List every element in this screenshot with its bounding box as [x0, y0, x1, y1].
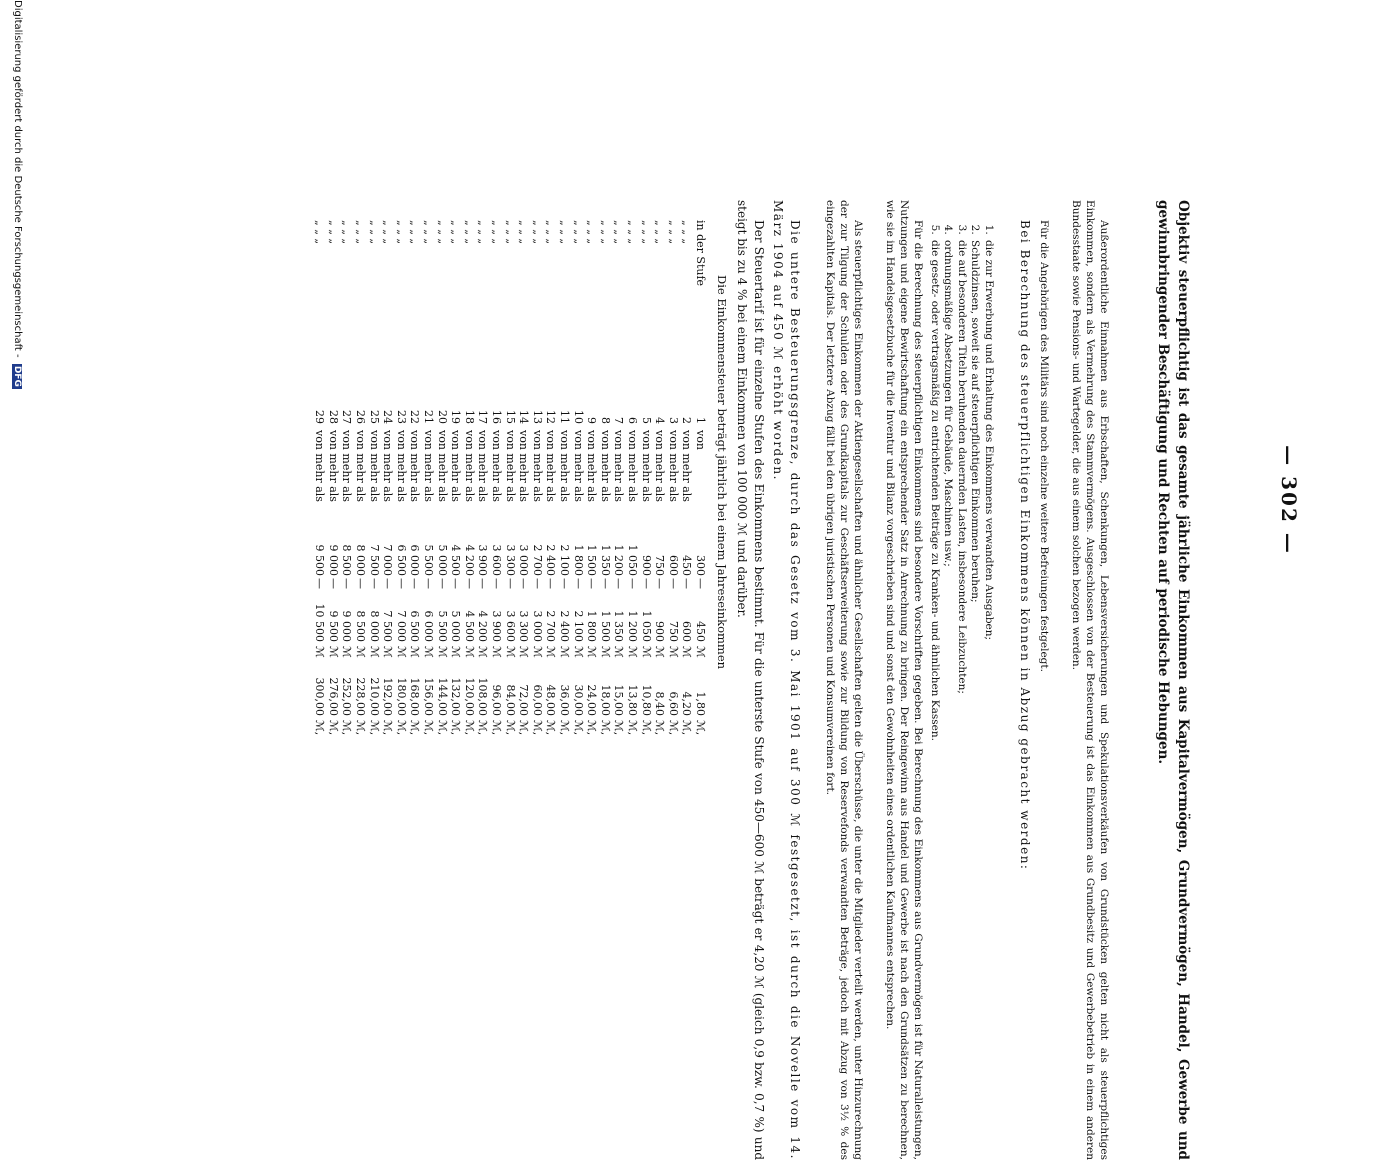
range-label: von mehr als: [653, 430, 667, 502]
income-to: 6 500: [408, 610, 422, 642]
deductions-list: [928, 220, 996, 1018]
mark-unit: ℳ,: [571, 720, 585, 736]
row-prefix: „ „ „: [462, 220, 476, 245]
range-label: von mehr als: [490, 430, 503, 502]
mark-unit: ℳ: [435, 646, 449, 658]
income-to: 4 500: [462, 610, 476, 642]
mark-unit: ℳ: [313, 646, 327, 658]
income-from: 1 350: [598, 544, 612, 576]
mark-unit: ℳ: [558, 646, 571, 658]
range-label: von mehr als: [435, 430, 449, 502]
tax-amount: 120,00: [462, 677, 476, 716]
stufe-number: 17: [476, 410, 490, 424]
tax-amount: 72,00: [517, 684, 531, 716]
range-dash: —: [694, 578, 707, 589]
row-prefix: „ „ „: [666, 220, 680, 245]
row-prefix: „ „ „: [381, 220, 395, 245]
stufe-number: 29: [313, 410, 327, 424]
table-caption: Die Einkommensteuer beträgt jährlich bei einem Jahreseinkommen: [715, 275, 729, 670]
range-dash: —: [558, 578, 571, 589]
range-label: von mehr als: [612, 430, 626, 502]
stufe-number: 22: [408, 410, 422, 424]
mark-unit: ℳ: [462, 646, 476, 658]
range-label: von mehr als: [476, 430, 490, 502]
income-to: 7 500: [381, 610, 395, 642]
mark-unit: ℳ: [653, 646, 667, 658]
income-from: 7 500: [367, 544, 381, 576]
mark-unit: ℳ: [422, 646, 435, 658]
tax-amount: 192,00: [381, 677, 395, 716]
income-from: 2 700: [530, 544, 544, 576]
stufe-number: 4: [653, 417, 667, 424]
row-prefix: „ „ „: [626, 220, 639, 245]
mark-unit: ℳ: [394, 646, 408, 658]
range-dash: —: [585, 578, 599, 589]
range-dash: —: [544, 578, 558, 589]
mark-unit: ℳ,: [694, 720, 707, 736]
tax-amount: 144,00: [435, 677, 449, 716]
mark-unit: ℳ: [666, 646, 680, 658]
range-dash: —: [476, 578, 490, 589]
row-prefix: „ „ „: [612, 220, 626, 245]
row-prefix: „ „ „: [394, 220, 408, 245]
range-label: von mehr als: [367, 430, 381, 502]
paragraph-corporations: Als steuerpflichtiges Einkommen der Aktiengesellschaften und ähnlicher Gesellschaften gelten die Überschüsse, die unter die Mitglieder verteilt werden, unter Hinzurechnung der zur Tilgung der Schulden oder des Grundkapitals zur Geschäftserweiterung sowie zur Bildung von Reservefonds verwandten Beträge, jedoch mit Abzug von 3½ % des eingezahlten Kapitals. Der letztere Abzug fällt bei den übrigen juristischen Personen und Konsumvereinen fort.: [823, 200, 864, 1160]
mark-unit: ℳ: [408, 646, 422, 658]
tax-amount: 13,80: [626, 684, 639, 716]
mark-unit: ℳ: [449, 646, 463, 658]
mark-unit: ℳ: [639, 646, 653, 658]
income-to: 2 100: [571, 610, 585, 642]
mark-unit: ℳ: [598, 646, 612, 658]
range-dash: —: [490, 578, 503, 589]
range-label: von mehr als: [680, 430, 694, 502]
stufe-number: 28: [326, 410, 340, 424]
stufe-number: 6: [626, 417, 639, 424]
tax-amount: 10,80: [639, 684, 653, 716]
tax-amount: 108,00: [476, 677, 490, 716]
income-to: 5 500: [435, 610, 449, 642]
income-to: 3 900: [490, 610, 503, 642]
income-to: 600: [680, 621, 694, 642]
list-item: 3. die auf besonderen Titeln beruhenden dauernden Lasten, insbesondere Leibzuchten;: [955, 238, 969, 1018]
income-from: 3 300: [503, 544, 517, 576]
tax-amount: 1,80: [694, 691, 707, 716]
mark-unit: ℳ,: [490, 720, 503, 736]
income-from: 450: [680, 555, 694, 576]
income-to: 9 500: [326, 610, 340, 642]
mark-unit: ℳ,: [449, 720, 463, 736]
paragraph-lower-limit: Die untere Besteuerungsgrenze, durch das Gesetz vom 3. Mai 1901 auf 300 ℳ festgesetzt, ist durch die Novelle vom 14. März 1904 auf 450 ℳ erhöht worden.: [771, 200, 802, 1160]
tax-amount: 132,00: [449, 677, 463, 716]
paragraph-extraordinary-income: Außerordentliche Einnahmen aus Erbschaften, Schenkungen, Lebensversicherungen und Spekulationsverkäufen von Grundstücken gelten nicht als steuerpflichtiges Einkommen, sondern als Vermehrung des Stammvermögens. Ausgeschlossen von der Besteuerung ist das Einkommen aus Grundbesitz und Gewerbebetrieb in einem anderen Bundesstaate sowie Pensions- und Wartegelder, die aus einem solchen bezogen werden.: [1069, 200, 1110, 1160]
tax-amount: 48,00: [544, 684, 558, 716]
income-from: 3 600: [490, 544, 503, 576]
range-label: von mehr als: [313, 430, 327, 502]
range-dash: —: [326, 578, 340, 589]
mark-unit: ℳ: [612, 646, 626, 658]
range-dash: —: [408, 578, 422, 589]
stufe-number: 11: [558, 410, 571, 424]
stufe-number: 3: [666, 417, 680, 424]
row-prefix: „ „ „: [598, 220, 612, 245]
range-label: von mehr als: [639, 430, 653, 502]
income-to: 1 050: [639, 610, 653, 642]
mark-unit: ℳ: [381, 646, 395, 658]
income-from: 1 050: [626, 544, 639, 576]
row-prefix: „ „ „: [653, 220, 667, 245]
stufe-number: 19: [449, 410, 463, 424]
mark-unit: ℳ: [694, 646, 707, 658]
range-label: von mehr als: [530, 430, 544, 502]
stufe-number: 13: [530, 410, 544, 424]
stufe-number: 23: [394, 410, 408, 424]
tax-amount: 18,00: [598, 684, 612, 716]
stufe-number: 18: [462, 410, 476, 424]
mark-unit: ℳ: [626, 646, 639, 658]
row-prefix: „ „ „: [476, 220, 490, 245]
income-from: 7 000: [381, 544, 395, 576]
mark-unit: ℳ,: [598, 720, 612, 736]
range-dash: —: [639, 578, 653, 589]
range-label: von mehr als: [422, 430, 435, 502]
income-from: 750: [653, 555, 667, 576]
range-label: von mehr als: [558, 430, 571, 502]
income-to: 9 000: [340, 610, 354, 642]
mark-unit: ℳ,: [462, 720, 476, 736]
mark-unit: ℳ,: [367, 720, 381, 736]
income-to: 1 350: [612, 610, 626, 642]
paragraph-tax-tariff: Der Steuertarif ist für einzelne Stufen des Einkommens bestimmt. Für die unterste Stufe von 450—600 ℳ beträgt er 4,20 ℳ (gleich 0,9 bzw. 0,7 %) und steigt bis zu 4 % bei einem Einkommen von 100 000 ℳ und darüber.: [735, 200, 766, 1160]
range-dash: —: [394, 578, 408, 589]
income-from: 4 200: [462, 544, 476, 576]
range-dash: —: [517, 578, 531, 589]
range-label: von mehr als: [571, 430, 585, 502]
row-prefix: „ „ „: [544, 220, 558, 245]
row-prefix: „ „ „: [517, 220, 531, 245]
range-label: von mehr als: [326, 430, 340, 502]
stufe-number: 21: [422, 410, 435, 424]
mark-unit: ℳ,: [326, 720, 340, 736]
mark-unit: ℳ: [490, 646, 503, 658]
income-to: 3 000: [530, 610, 544, 642]
income-from: 6 000: [408, 544, 422, 576]
paragraph-military-exemptions: Für die Angehörigen des Militärs sind noch einzelne weitere Befreiungen festgelegt.: [1038, 220, 1050, 672]
stufe-number: 27: [340, 410, 354, 424]
row-prefix: in der Stufe: [694, 220, 707, 287]
mark-unit: ℳ,: [680, 720, 694, 736]
stufe-number: 15: [503, 410, 517, 424]
income-to: 8 000: [367, 610, 381, 642]
row-prefix: „ „ „: [585, 220, 599, 245]
list-item: 5. die gesetz- oder vertragsmäßig zu entrichtenden Beiträge zu Kranken- und ähnlichen Kassen.: [928, 238, 942, 1018]
range-label: von mehr als: [462, 430, 476, 502]
income-from: 8 000: [354, 544, 367, 576]
range-dash: —: [666, 578, 680, 589]
mark-unit: ℳ,: [544, 720, 558, 736]
stufe-number: 25: [367, 410, 381, 424]
income-to: 1 500: [598, 610, 612, 642]
range-label: von mehr als: [340, 430, 354, 502]
range-label: von mehr als: [503, 430, 517, 502]
range-dash: —: [381, 578, 395, 589]
income-from: 1 500: [585, 544, 599, 576]
income-to: 1 200: [626, 610, 639, 642]
income-to: 2 700: [544, 610, 558, 642]
mark-unit: ℳ,: [639, 720, 653, 736]
stufe-number: 8: [598, 417, 612, 424]
row-prefix: „ „ „: [422, 220, 435, 245]
income-from: 600: [666, 555, 680, 576]
income-from: 900: [639, 555, 653, 576]
mark-unit: ℳ,: [313, 720, 327, 736]
mark-unit: ℳ,: [422, 720, 435, 736]
stufe-number: 16: [490, 410, 503, 424]
mark-unit: ℳ,: [666, 720, 680, 736]
income-to: 900: [653, 621, 667, 642]
tax-amount: 276,00: [326, 677, 340, 716]
income-from: 8 500: [340, 544, 354, 576]
stufe-number: 26: [354, 410, 367, 424]
range-dash: —: [571, 578, 585, 589]
income-to: 5 000: [449, 610, 463, 642]
mark-unit: ℳ: [326, 646, 340, 658]
mark-unit: ℳ,: [354, 720, 367, 736]
stufe-number: 24: [381, 410, 395, 424]
income-from: 5 000: [435, 544, 449, 576]
mark-unit: ℳ,: [612, 720, 626, 736]
mark-unit: ℳ: [571, 646, 585, 658]
mark-unit: ℳ: [585, 646, 599, 658]
mark-unit: ℳ,: [530, 720, 544, 736]
range-label: von mehr als: [598, 430, 612, 502]
tax-amount: 60,00: [530, 684, 544, 716]
range-dash: —: [653, 578, 667, 589]
income-from: 4 500: [449, 544, 463, 576]
stufe-number: 5: [639, 417, 653, 424]
tax-amount: 84,00: [503, 684, 517, 716]
row-prefix: „ „ „: [367, 220, 381, 245]
income-to: 10 500: [313, 603, 327, 642]
row-prefix: „ „ „: [408, 220, 422, 245]
mark-unit: ℳ: [503, 646, 517, 658]
range-label: von mehr als: [408, 430, 422, 502]
range-label: von mehr als: [449, 430, 463, 502]
income-to: 1 800: [585, 610, 599, 642]
row-prefix: „ „ „: [340, 220, 354, 245]
mark-unit: ℳ: [544, 646, 558, 658]
income-from: 300: [694, 555, 707, 576]
row-prefix: „ „ „: [313, 220, 327, 245]
row-prefix: „ „ „: [490, 220, 503, 245]
mark-unit: ℳ,: [381, 720, 395, 736]
list-item: 2. Schuldzinsen, soweit sie auf steuerpflichtigen Einkommen beruhen;: [968, 238, 982, 1018]
income-to: 3 300: [517, 610, 531, 642]
tax-amount: 210,00: [367, 677, 381, 716]
range-dash: —: [462, 578, 476, 589]
row-prefix: „ „ „: [354, 220, 367, 245]
tax-amount: 252,00: [340, 677, 354, 716]
mark-unit: ℳ: [530, 646, 544, 658]
income-from: 6 500: [394, 544, 408, 576]
range-label: von mehr als: [517, 430, 531, 502]
income-from: 3 000: [517, 544, 531, 576]
range-label: von mehr als: [381, 430, 395, 502]
income-from: 3 900: [476, 544, 490, 576]
tax-amount: 30,00: [571, 684, 585, 716]
row-prefix: „ „ „: [435, 220, 449, 245]
row-prefix: „ „ „: [326, 220, 340, 245]
range-label: von mehr als: [544, 430, 558, 502]
range-dash: —: [422, 578, 435, 589]
stufe-number: 7: [612, 417, 626, 424]
tax-amount: 156,00: [422, 677, 435, 716]
income-from: 9 000: [326, 544, 340, 576]
mark-unit: ℳ,: [503, 720, 517, 736]
income-from: 2 400: [544, 544, 558, 576]
income-to: 750: [666, 621, 680, 642]
list-item: 4. ordnungsmäßige Absetzungen für Gebäude, Maschinen usw.;: [941, 238, 955, 1018]
stufe-number: 20: [435, 410, 449, 424]
mark-unit: ℳ,: [585, 720, 599, 736]
mark-unit: ℳ,: [340, 720, 354, 736]
mark-unit: ℳ,: [653, 720, 667, 736]
mark-unit: ℳ: [354, 646, 367, 658]
mark-unit: ℳ: [517, 646, 531, 658]
income-to: 8 500: [354, 610, 367, 642]
tax-amount: 168,00: [408, 677, 422, 716]
paragraph-objective-tax: Objektiv steuerpflichtig ist das gesamte jährliche Einkommen aus Kapitalvermögen, Grundvermögen, Handel, Gewerbe und gewinnbringender Beschäftigung und Rechten auf periodische Hebungen.: [1155, 200, 1191, 1160]
range-label: von mehr als: [354, 430, 367, 502]
row-prefix: „ „ „: [571, 220, 585, 245]
paragraph-calculation-rules: Für die Berechnung des steuerpflichtigen Einkommens sind besondere Vorschriften gegeben. Bei Berechnung des Einkommens aus Grundvermögen ist für Naturalleistungen, Nutzungen und eigene Bewirtschaftung ein entsprechender Satz in Anrechnung zu bringen. Der Reingewinn aus Handel und Gewerbe ist nach den Grundsätzen zu berechnen, wie sie im Handelsgesetzbuche für die Inventur und Bilanz vorgeschrieben sind und sonst den Gewohnheiten eines ordentlichen Kaufmannes entsprechen.: [883, 200, 924, 1160]
range-dash: —: [313, 578, 327, 589]
mark-unit: ℳ: [367, 646, 381, 658]
range-dash: —: [354, 578, 367, 589]
income-from: 2 100: [558, 544, 571, 576]
income-to: 450: [694, 621, 707, 642]
income-to: 2 400: [558, 610, 571, 642]
income-to: 3 600: [503, 610, 517, 642]
row-prefix: „ „ „: [639, 220, 653, 245]
tax-amount: 36,00: [558, 684, 571, 716]
range-dash: —: [680, 578, 694, 589]
row-prefix: „ „ „: [449, 220, 463, 245]
row-prefix: „ „ „: [503, 220, 517, 245]
row-prefix: „ „ „: [530, 220, 544, 245]
income-to: 7 000: [394, 610, 408, 642]
range-label: von mehr als: [394, 430, 408, 502]
stufe-number: 14: [517, 410, 531, 424]
range-dash: —: [626, 578, 639, 589]
list-item: 1. die zur Erwerbung und Erhaltung des Einkommens verwandten Ausgaben;: [982, 238, 996, 1018]
mark-unit: ℳ,: [435, 720, 449, 736]
income-to: 4 200: [476, 610, 490, 642]
range-label: von: [694, 430, 707, 450]
stufe-number: 2: [680, 417, 694, 424]
stufe-number: 10: [571, 410, 585, 424]
paragraph-deductions-intro: Bei Berechnung des steuerpflichtigen Einkommens können in Abzug gebracht werden:: [1018, 220, 1032, 871]
stufe-number: 1: [694, 417, 707, 424]
range-dash: —: [598, 578, 612, 589]
tax-amount: 300,00: [313, 677, 327, 716]
tax-amount: 4,20: [680, 691, 694, 716]
stufe-number: 9: [585, 417, 599, 424]
tax-amount: 15,00: [612, 684, 626, 716]
tax-amount: 6,60: [666, 691, 680, 716]
range-dash: —: [612, 578, 626, 589]
range-dash: —: [449, 578, 463, 589]
tax-amount: 96,00: [490, 684, 503, 716]
mark-unit: ℳ,: [408, 720, 422, 736]
footer-text: Digitalisierung gefördert durch die Deutsche Forschungsgemeinschaft -: [12, 0, 23, 358]
tax-amount: 228,00: [354, 677, 367, 716]
income-to: 6 000: [422, 610, 435, 642]
mark-unit: ℳ,: [394, 720, 408, 736]
income-from: 9 500: [313, 544, 327, 576]
mark-unit: ℳ,: [476, 720, 490, 736]
range-dash: —: [340, 578, 354, 589]
income-from: 1 200: [612, 544, 626, 576]
row-prefix: „ „ „: [680, 220, 694, 245]
range-dash: —: [503, 578, 517, 589]
page-number: — 302 —: [1277, 445, 1301, 555]
digitization-footer: [12, 0, 23, 389]
mark-unit: ℳ,: [626, 720, 639, 736]
mark-unit: ℳ,: [558, 720, 571, 736]
range-dash: —: [530, 578, 544, 589]
tax-amount: 24,00: [585, 684, 599, 716]
tax-amount: 8,40: [653, 691, 667, 716]
mark-unit: ℳ,: [517, 720, 531, 736]
mark-unit: ℳ: [680, 646, 694, 658]
income-from: 1 800: [571, 544, 585, 576]
range-label: von mehr als: [585, 430, 599, 502]
row-prefix: „ „ „: [558, 220, 571, 245]
range-dash: —: [367, 578, 381, 589]
mark-unit: ℳ: [476, 646, 490, 658]
tax-amount: 180,00: [394, 677, 408, 716]
range-label: von mehr als: [626, 430, 639, 502]
mark-unit: ℳ: [340, 646, 354, 658]
stufe-number: 12: [544, 410, 558, 424]
range-dash: —: [435, 578, 449, 589]
income-from: 5 500: [422, 544, 435, 576]
range-label: von mehr als: [666, 430, 680, 502]
dfg-logo: DFG: [12, 365, 22, 387]
